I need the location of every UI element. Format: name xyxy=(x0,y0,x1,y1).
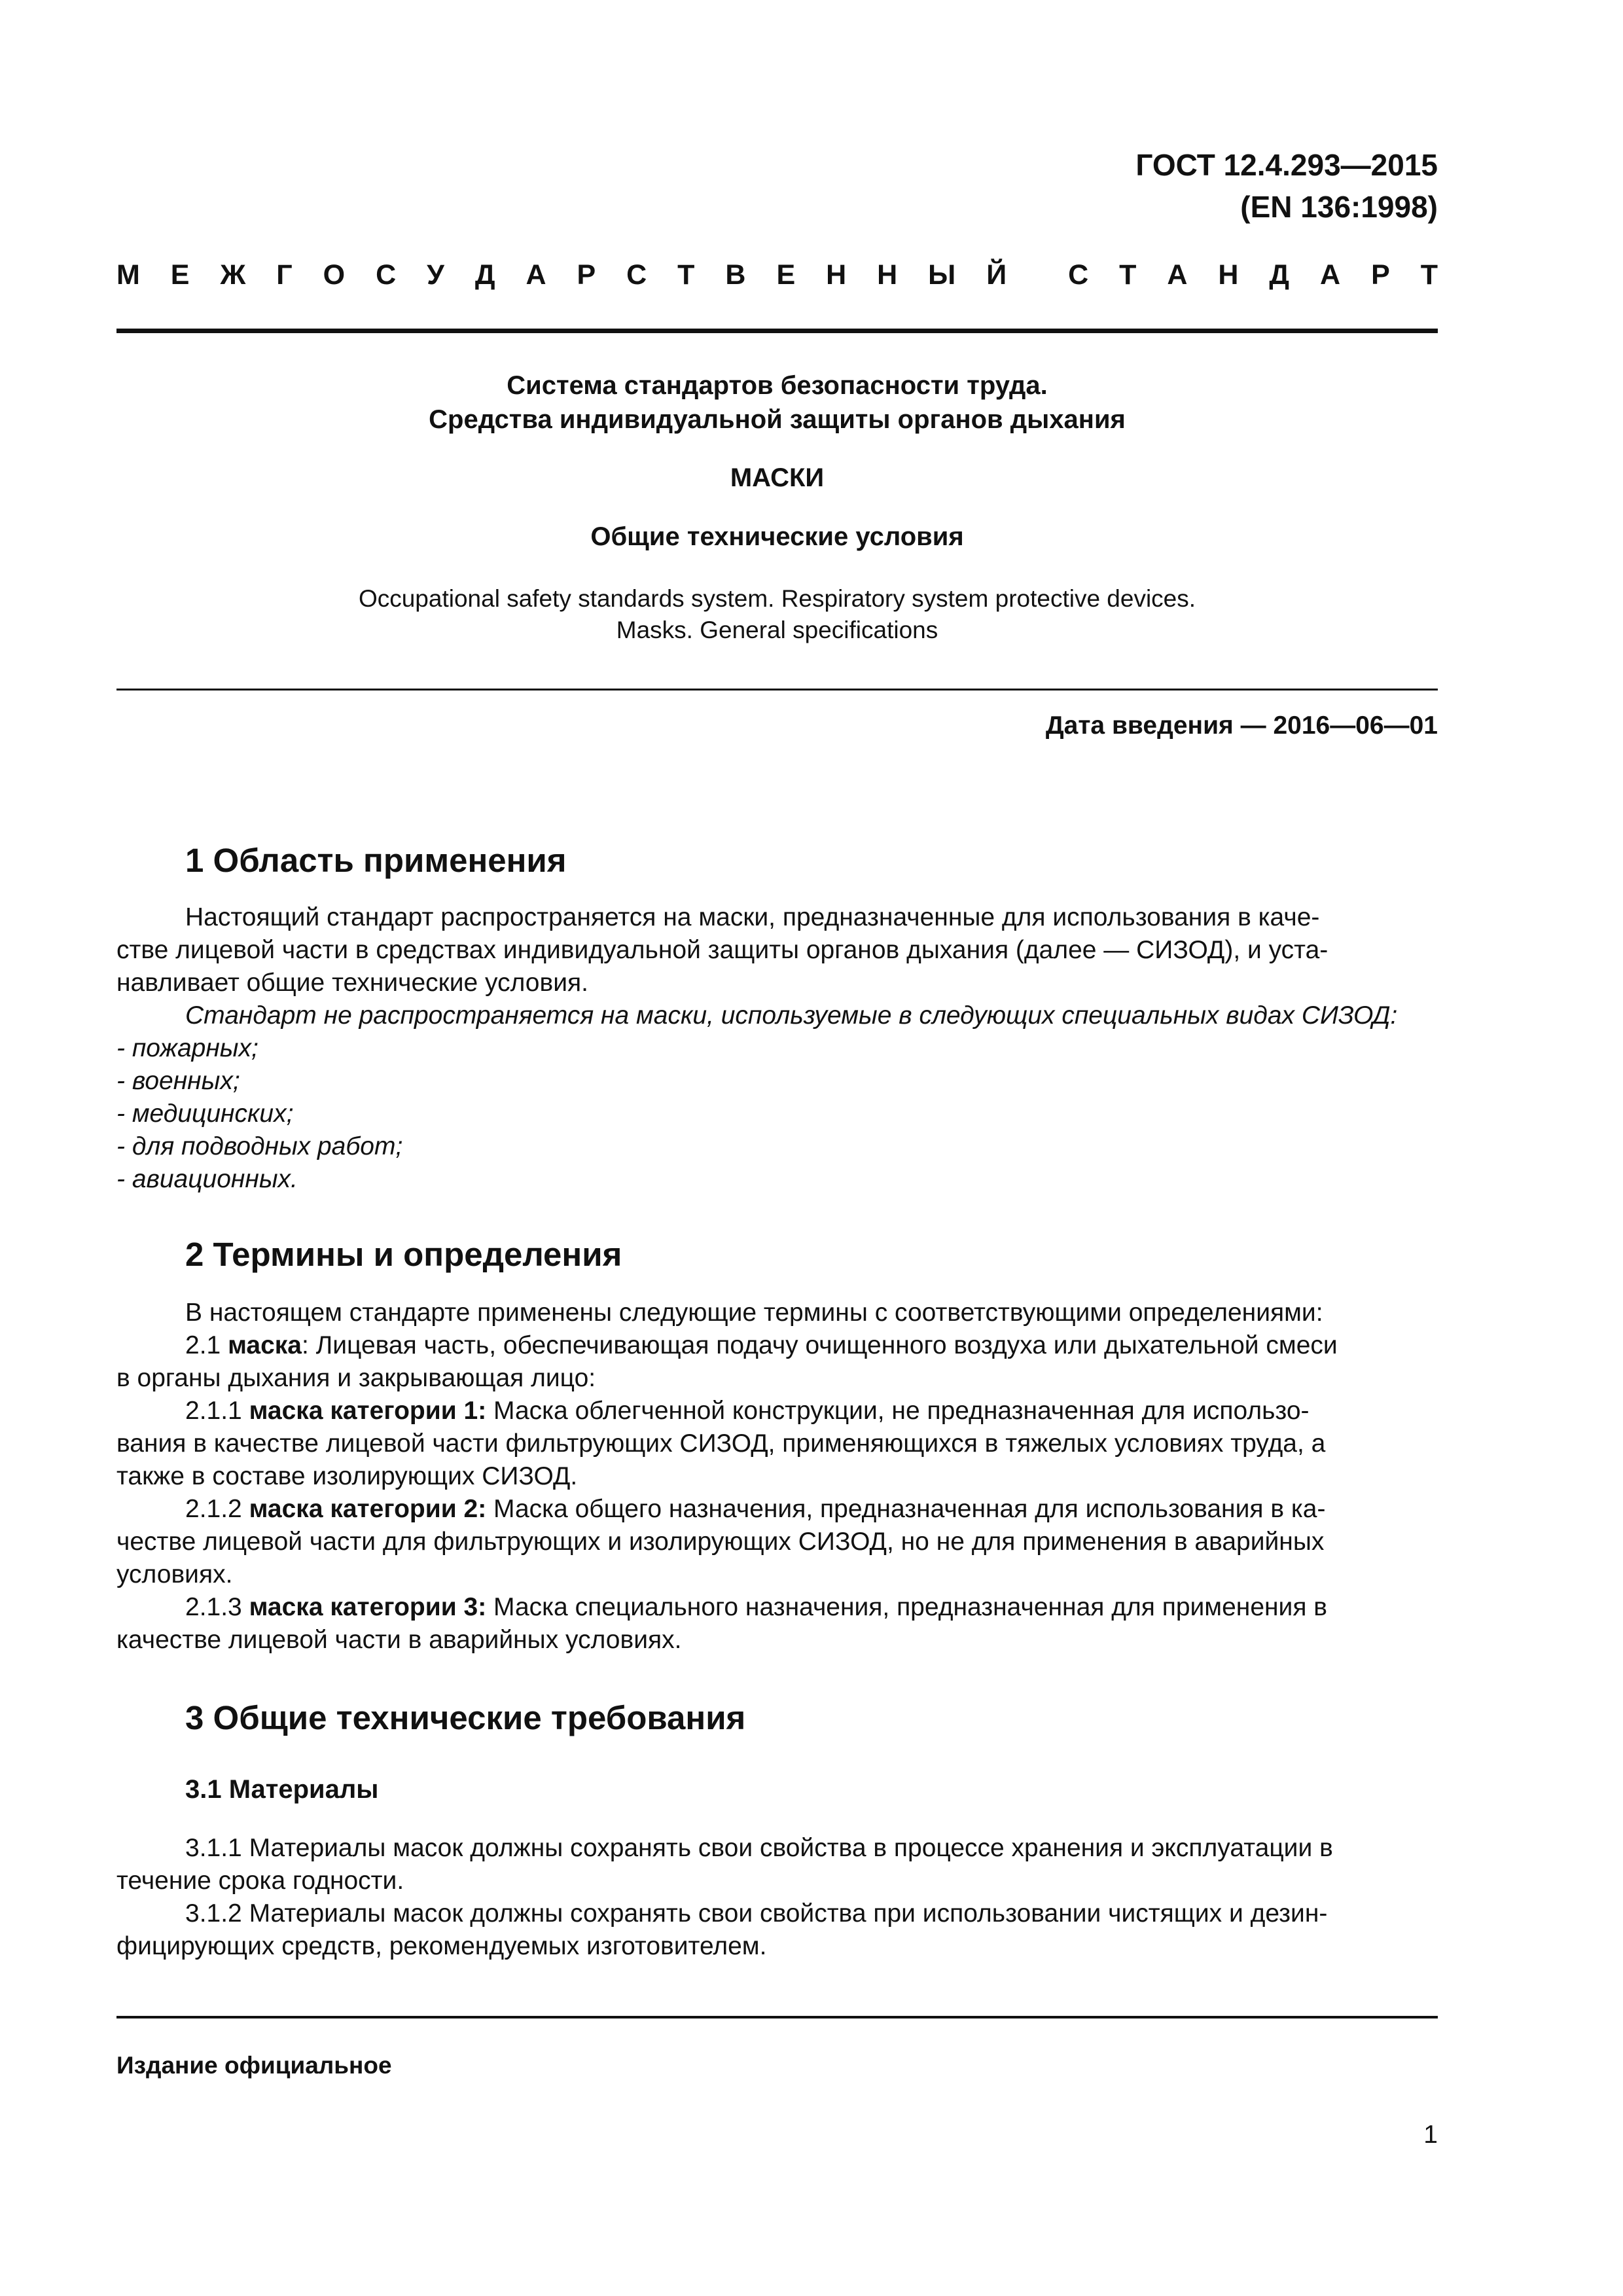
heading-letter: Р xyxy=(1371,259,1390,291)
heading-letter: Т xyxy=(1119,259,1137,291)
introduction-date: Дата введения — 2016—06—01 xyxy=(1045,711,1438,740)
heading-letter: Т xyxy=(677,259,695,291)
heading-letter: М xyxy=(116,259,140,291)
heading-letter: Г xyxy=(276,259,293,291)
term-name: маска xyxy=(228,1331,302,1359)
heading-letter: Е xyxy=(776,259,796,291)
term-2-1-3-line-1 xyxy=(116,1590,1438,1624)
heading-letter: Д xyxy=(474,259,495,291)
clause-3-1-1-line-2: течение срока годности. xyxy=(116,1867,404,1895)
title-rule xyxy=(116,689,1438,691)
heading-letter: Ж xyxy=(220,259,246,291)
heading-letter: Д xyxy=(1269,259,1290,291)
exclusion-item: - для подводных работ; xyxy=(116,1132,403,1160)
clause-3-1-1-line-1: 3.1.1 Материалы масок должны сохранять свои свойства в процессе хранения и эксплуатации в xyxy=(185,1834,1333,1862)
term-name: маска категории 1: xyxy=(249,1397,487,1425)
term-2-1-2-line-1 xyxy=(116,1492,1438,1526)
document-name: МАСКИ xyxy=(730,463,825,492)
term-2-1-line-2: в органы дыхания и закрывающая лицо: xyxy=(116,1364,596,1392)
section-1-heading: 1 Область применения xyxy=(185,842,567,879)
heading-letter: А xyxy=(1320,259,1341,291)
header-rule xyxy=(116,329,1438,333)
heading-letter: Й xyxy=(986,259,1007,291)
english-title-line-1: Occupational safety standards system. Respiratory system protective devices. xyxy=(358,585,1196,612)
section-2-intro: В настоящем стандарте применены следующие термины с соответствующими определениями: xyxy=(185,1299,1323,1327)
page-number: 1 xyxy=(1423,2121,1438,2149)
clause-3-1-2-line-1: 3.1.2 Материалы масок должны сохранять свои свойства при использовании чистящих и дезин- xyxy=(185,1899,1328,1928)
section-3-heading: 3 Общие технические требования xyxy=(185,1699,746,1736)
interstate-standard-heading xyxy=(116,255,1438,295)
term-2-1-1-line-1 xyxy=(116,1394,1438,1428)
term-2-1-2-line-3: условиях. xyxy=(116,1560,233,1588)
heading-letter: Р xyxy=(577,259,596,291)
footer-rule xyxy=(116,2016,1438,2018)
heading-letter: А xyxy=(1167,259,1188,291)
exclusion-item: - авиационных. xyxy=(116,1165,298,1193)
term-definition: Маска общего назначения, предназначенная для использования в ка- xyxy=(486,1495,1326,1523)
heading-letter: С xyxy=(626,259,647,291)
heading-letter: Н xyxy=(826,259,847,291)
heading-letter: В xyxy=(725,259,746,291)
standard-equivalent: (EN 136:1998) xyxy=(1240,190,1438,224)
exclusion-item: - военных; xyxy=(116,1067,240,1095)
exclusion-intro: Стандарт не распространяется на маски, используемые в следующих специальных видах СИЗОД: xyxy=(185,1001,1398,1030)
exclusion-item: - пожарных; xyxy=(116,1034,259,1062)
term-2-1-line-1 xyxy=(116,1329,1438,1363)
section-1-paragraph-line-2: стве лицевой части в средствах индивидуальной защиты органов дыхания (далее — СИЗОД), и уста- xyxy=(116,936,1329,964)
term-2-1-1-line-2: вания в качестве лицевой части фильтрующих СИЗОД, применяющихся в тяжелых условиях труда, а xyxy=(116,1429,1326,1458)
term-2-1-3-line-2: качестве лицевой части в аварийных условиях. xyxy=(116,1626,682,1654)
section-2-heading: 2 Термины и определения xyxy=(185,1236,622,1273)
title-system-line-1: Система стандартов безопасности труда. xyxy=(507,371,1048,400)
heading-letter: С xyxy=(376,259,397,291)
term-definition: : Лицевая часть, обеспечивающая подачу очищенного воздуха или дыхательной смеси xyxy=(302,1331,1338,1359)
term-definition: Маска облегченной конструкции, не предназначенная для использо- xyxy=(486,1397,1310,1425)
clause-3-1-2-line-2: фицирующих средств, рекомендуемых изготовителем. xyxy=(116,1932,767,1960)
term-2-1-2-line-2: честве лицевой части для фильтрующих и изолирующих СИЗОД, но не для применения в аварийных xyxy=(116,1528,1325,1556)
term-name: маска категории 2: xyxy=(249,1495,487,1523)
section-1-paragraph-line-3: навливает общие технические условия. xyxy=(116,969,588,997)
term-2-1-1-line-3: также в составе изолирующих СИЗОД. xyxy=(116,1462,578,1490)
heading-letter: Т xyxy=(1420,259,1438,291)
term-number: 2.1.3 xyxy=(185,1593,249,1621)
heading-letter: Ы xyxy=(928,259,956,291)
heading-letter: С xyxy=(1068,259,1089,291)
term-definition: Маска специального назначения, предназначенная для применения в xyxy=(486,1593,1328,1621)
document-subtitle: Общие технические условия xyxy=(590,522,964,551)
subsection-3-1-heading: 3.1 Материалы xyxy=(185,1775,379,1804)
heading-letter: Н xyxy=(1218,259,1239,291)
title-system-line-2: Средства индивидуальной защиты органов дыхания xyxy=(429,405,1126,434)
heading-letter: О xyxy=(323,259,346,291)
exclusion-item: - медицинских; xyxy=(116,1100,294,1128)
term-number: 2.1.1 xyxy=(185,1397,249,1425)
english-title-line-2: Masks. General specifications xyxy=(616,617,938,643)
official-edition-label: Издание официальное xyxy=(116,2052,392,2079)
term-number: 2.1 xyxy=(185,1331,228,1359)
heading-letter: Н xyxy=(877,259,898,291)
heading-letter: У xyxy=(427,259,444,291)
section-1-paragraph-line-1: Настоящий стандарт распространяется на маски, предназначенные для использования в каче- xyxy=(185,903,1320,931)
term-name: маска категории 3: xyxy=(249,1593,487,1621)
heading-letter: А xyxy=(526,259,546,291)
heading-letter: Е xyxy=(170,259,190,291)
term-number: 2.1.2 xyxy=(185,1495,249,1523)
standard-code: ГОСТ 12.4.293—2015 xyxy=(1135,148,1438,182)
